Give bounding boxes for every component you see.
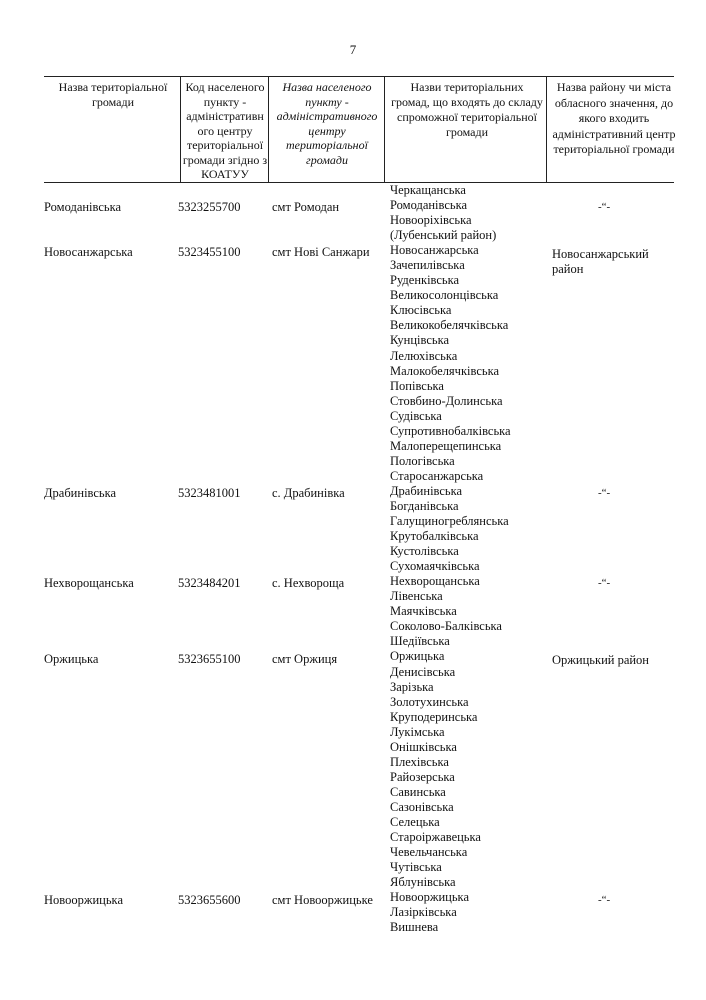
list-item: Шедіївська [390, 634, 450, 649]
koatuu-code: 5323655100 [178, 652, 241, 666]
community-name: Новооржицька [44, 893, 123, 907]
list-item: Оржицька [390, 649, 445, 664]
list-item: Попівська [390, 378, 444, 393]
koatuu-code: 5323484201 [178, 576, 241, 590]
list-item: Малоперещепинська [390, 438, 502, 453]
community-name: Ромоданівська [44, 200, 122, 214]
header-member-communities: Назви територіальних громад, що входять до складу спроможної територіальної громади [391, 80, 543, 139]
list-item: Супротивнобалківська [390, 423, 511, 438]
community-name: Драбинівська [44, 486, 117, 500]
header-top-border [44, 76, 674, 77]
list-item: Новосанжарська [390, 243, 479, 258]
list-item: Новооржицька [390, 890, 469, 905]
header-community-name: Назва територіальної громади [58, 80, 168, 109]
page-number: 7 [349, 42, 357, 57]
list-item: Круподеринська [390, 709, 478, 724]
column-divider [546, 76, 547, 182]
column-divider [384, 76, 385, 182]
header-koatuu-code: Код населеного пункту - адміністративн ого центру територіальної громади згідно з КОАТУУ [182, 80, 268, 181]
list-item: Селецька [390, 814, 440, 829]
list-item: Староіржавецька [390, 830, 481, 845]
list-item: Лівенська [390, 589, 443, 604]
list-item: Великокобелячківська [390, 318, 509, 333]
koatuu-code: 5323655600 [178, 893, 241, 907]
list-item: Чевельчанська [390, 845, 468, 860]
district-ditto: -“- [598, 577, 611, 589]
list-item: Клюсівська [390, 303, 452, 318]
list-item: Драбинівська [390, 483, 463, 498]
list-item: Богданівська [390, 498, 459, 513]
list-item: Сухомаячківська [390, 559, 480, 574]
admin-center: смт Ромодан [272, 200, 340, 214]
district-ditto: -“- [598, 487, 611, 499]
community-name: Новосанжарська [44, 245, 133, 259]
list-item: Денисівська [390, 664, 456, 679]
list-item: Черкащанська [390, 183, 466, 197]
community-name: Оржицька [44, 652, 99, 666]
district-ditto: -“- [598, 201, 611, 213]
member-communities-list [390, 183, 511, 935]
koatuu-code: 5323255700 [178, 200, 241, 214]
list-item: Зачепилівська [390, 258, 465, 273]
list-item: Старосанжарська [390, 468, 484, 483]
list-item: Сазонівська [390, 799, 454, 814]
list-item: Лелюхівська [390, 348, 458, 363]
admin-center: смт Нові Санжари [272, 245, 370, 259]
koatuu-code: 5323481001 [178, 486, 241, 500]
list-item: Лукімська [390, 724, 445, 739]
column-divider [268, 76, 269, 182]
list-item: Райозерська [390, 769, 455, 784]
admin-center: смт Оржиця [272, 652, 338, 666]
list-item: Лазірківська [390, 905, 457, 920]
district-name: Оржицький район [552, 653, 649, 667]
column-divider [180, 76, 181, 182]
list-item: Стовбино-Долинська [390, 393, 503, 408]
header-district: Назва району чи міста обласного значення, до якого входить адміністративний центр територіальної громади [552, 80, 676, 156]
list-item: Савинська [390, 784, 446, 799]
admin-center: с. Драбинівка [272, 486, 345, 500]
list-item: Нехворощанська [390, 574, 480, 589]
list-item: Пологівська [390, 453, 455, 468]
district-ditto: -“- [598, 894, 611, 906]
admin-center: с. Нехвороща [272, 576, 345, 590]
list-item: Чутівська [390, 860, 442, 875]
list-item: Вишнева [390, 920, 439, 935]
header-admin-center: Назва населеного пункту - адміністративного центру територіальної громади [276, 80, 378, 167]
list-item: Зарізька [390, 679, 434, 694]
list-item: Кустолівська [390, 544, 459, 559]
community-name: Нехворощанська [44, 576, 134, 590]
district-name: Новосанжарський район [552, 247, 649, 276]
list-item: Великосолонцівська [390, 288, 499, 303]
list-item: Золотухинська [390, 694, 469, 709]
list-item: Маячківська [390, 604, 457, 619]
list-item: Судівська [390, 408, 442, 423]
list-item: Онішківська [390, 739, 457, 754]
list-item: Руденківська [390, 273, 460, 288]
list-item: Ромоданівська [390, 198, 468, 213]
list-item: Крутобалківська [390, 529, 479, 544]
list-item: Соколово-Балківська [390, 619, 502, 634]
list-item: Плехівська [390, 754, 449, 769]
list-item: Галущиногреблянська [390, 514, 509, 529]
list-item: (Лубенський район) [390, 228, 497, 243]
admin-center: смт Новооржицьке [272, 893, 373, 907]
koatuu-code: 5323455100 [178, 245, 241, 259]
list-item: Кунцівська [390, 333, 450, 348]
list-item: Малокобелячківська [390, 363, 500, 378]
list-item: Яблунівська [390, 875, 456, 890]
list-item: Новооріхівська [390, 213, 472, 228]
